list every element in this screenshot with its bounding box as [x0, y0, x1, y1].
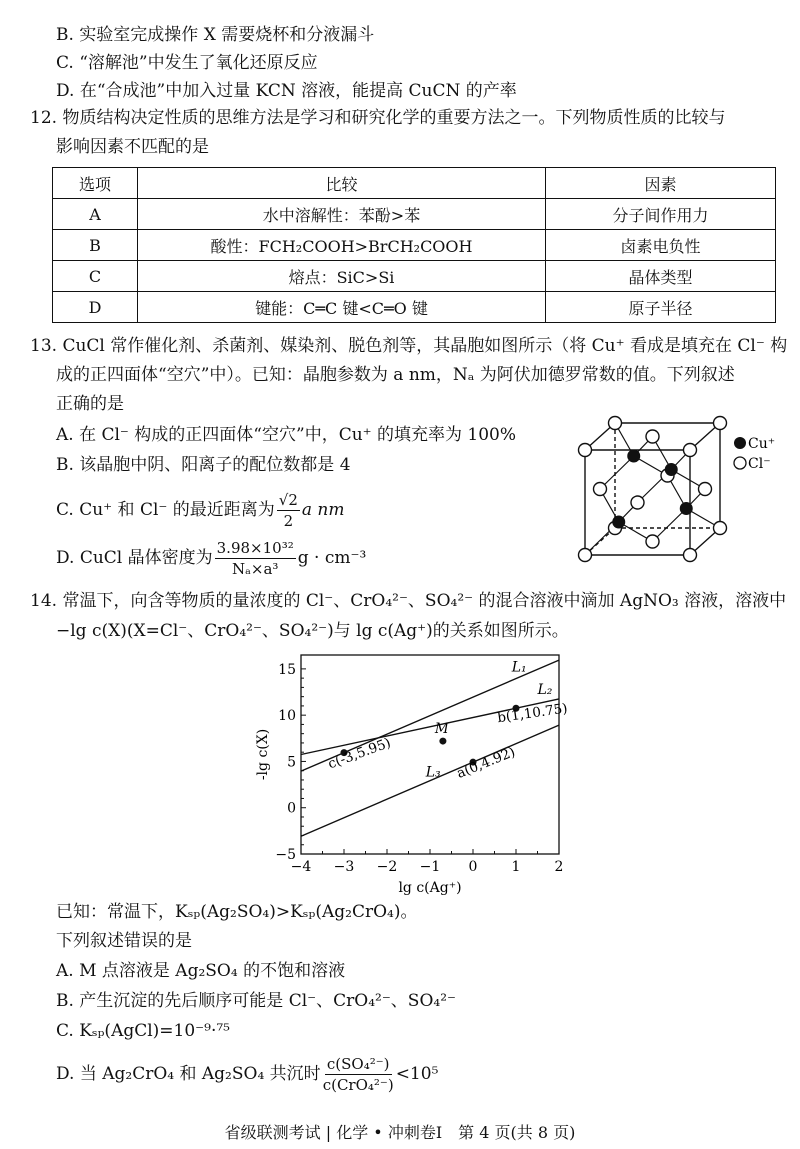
numerator: c(SO₄²⁻) [326, 1055, 390, 1073]
denominator: 2 [283, 512, 294, 530]
denominator: Nₐ×a³ [231, 560, 279, 578]
q14-option-d [56, 1052, 438, 1096]
cell-compare: 键能：C═C 键<C═O 键 [138, 292, 546, 323]
x-axis-label: lg c(Ag⁺) [398, 880, 462, 896]
cell-compare: 水中溶解性：苯酚>苯 [138, 199, 546, 230]
x-tick-label: 2 [554, 859, 564, 875]
legend-cl-icon [734, 457, 746, 469]
cl-ion [609, 417, 622, 430]
point-label-a: a(0,4.92) [454, 744, 518, 782]
cl-ion [684, 549, 697, 562]
cu-ion [665, 463, 678, 476]
q13-stem-cont2: 正确的是 [56, 394, 124, 414]
option-d-text: D. 当 Ag₂CrO₄ 和 Ag₂SO₄ 共沉时 [56, 1064, 321, 1084]
table-row [53, 261, 776, 292]
q14-option-c: C. Kₛₚ(AgCl)=10⁻⁹·⁷⁵ [56, 1021, 231, 1041]
header-option: 选项 [53, 168, 138, 199]
numerator: √2 [278, 491, 298, 509]
x-tick-label: 0 [468, 859, 478, 875]
q13-stem-cont: 成的正四面体“空穴”中）。已知：晶胞参数为 a nm，Nₐ 为阿伏加德罗常数的值。下列叙述 [56, 365, 735, 385]
cell-option: B [53, 230, 138, 261]
q13-option-d [56, 536, 366, 580]
cl-ion [594, 483, 607, 496]
q13-option-a: A. 在 Cl⁻ 构成的正四面体“空穴”中，Cu⁺ 的填充率为 100% [56, 425, 517, 445]
point-label-c: c(-3,5.95) [325, 734, 394, 773]
cell-compare: 熔点：SiC>Si [138, 261, 546, 292]
cl-ion [684, 444, 697, 457]
cl-ion [579, 549, 592, 562]
series-line-3 [301, 725, 559, 836]
page-footer: 省级联测考试 | 化学 • 冲刺卷Ⅰ 第 4 页(共 8 页) [224, 1123, 576, 1142]
cl-ion [714, 417, 727, 430]
legend-cl-label: Cl⁻ [748, 456, 771, 472]
q14-stem: 14. 常温下，向含等物质的量浓度的 Cl⁻、CrO₄²⁻、SO₄²⁻ 的混合溶液中滴加 AgNO₃ 溶液，溶液中 [30, 591, 787, 611]
q11-option-d: D. 在“合成池”中加入过量 KCN 溶液，能提高 CuCN 的产率 [56, 81, 517, 101]
option-c-text: C. Cu⁺ 和 Cl⁻ 的最近距离为 [56, 500, 275, 520]
cell-factor: 晶体类型 [546, 261, 776, 292]
x-tick-label: −4 [290, 859, 312, 875]
y-tick-label: 5 [287, 754, 296, 771]
legend-cu-label: Cu⁺ [748, 436, 776, 452]
q12-table [52, 167, 776, 323]
cell-compare: 酸性：FCH₂COOH>BrCH₂COOH [138, 230, 546, 261]
cell-option: A [53, 199, 138, 230]
point-label-b: b(1,10.75) [496, 700, 569, 727]
table-row [53, 199, 776, 230]
point-M [439, 738, 446, 745]
series-label: L₁ [511, 659, 527, 676]
q14-known: 已知：常温下，Kₛₚ(Ag₂SO₄)>Kₛₚ(Ag₂CrO₄)。 [56, 902, 418, 922]
table-header-row [53, 168, 776, 199]
x-tick-label: −3 [333, 859, 355, 875]
fraction [323, 1054, 394, 1095]
cu-ion [627, 450, 640, 463]
cl-ion [579, 444, 592, 457]
cell-factor: 分子间作用力 [546, 199, 776, 230]
crystal-cell-figure [560, 410, 800, 575]
option-c-unit: a nm [301, 500, 345, 520]
q13-option-c [56, 488, 345, 532]
x-tick-label: −1 [419, 859, 441, 875]
q11-option-b: B. 实验室完成操作 X 需要烧杯和分液漏斗 [56, 25, 375, 45]
y-tick-label: −5 [275, 847, 296, 863]
numerator: 3.98×10³² [216, 539, 294, 557]
y-tick-label: 0 [287, 800, 296, 817]
option-d-text: D. CuCl 晶体密度为 [56, 548, 213, 568]
series-label: L₃ [425, 764, 441, 781]
q11-option-c: C. “溶解池”中发生了氧化还原反应 [56, 53, 318, 73]
point-label-M: M [434, 721, 449, 738]
x-tick-label: 1 [511, 859, 521, 875]
q14-option-b: B. 产生沉淀的先后顺序可能是 Cl⁻、CrO₄²⁻、SO₄²⁻ [56, 991, 456, 1011]
cu-ion [612, 516, 625, 529]
header-compare: 比较 [138, 168, 546, 199]
y-axis-label: -lg c(X) [255, 728, 271, 781]
cell-factor: 原子半径 [546, 292, 776, 323]
cl-ion [699, 483, 712, 496]
q14-question: 下列叙述错误的是 [56, 931, 192, 951]
option-d-compare: <10⁵ [395, 1064, 439, 1084]
cl-ion [646, 430, 659, 443]
y-tick-label: 15 [278, 661, 296, 678]
fraction [215, 538, 296, 579]
cu-ion [680, 502, 693, 515]
header-factor: 因素 [546, 168, 776, 199]
q14-option-a: A. M 点溶液是 Ag₂SO₄ 的不饱和溶液 [56, 961, 346, 981]
q14-stem-cont: −lg c(X)(X=Cl⁻、CrO₄²⁻、SO₄²⁻)与 lg c(Ag⁺)的关系如图所示。 [56, 621, 569, 641]
cell-option: C [53, 261, 138, 292]
x-tick-label: −2 [376, 859, 398, 875]
cell-factor: 卤素电负性 [546, 230, 776, 261]
cell-option: D [53, 292, 138, 323]
q12-stem-cont: 影响因素不匹配的是 [56, 137, 209, 157]
cl-ion [646, 535, 659, 548]
cl-ion [631, 496, 644, 509]
table-row [53, 292, 776, 323]
q13-stem: 13. CuCl 常作催化剂、杀菌剂、媒染剂、脱色剂等，其晶胞如图所示（将 Cu⁺ 看成是填充在 Cl⁻ 构 [30, 336, 788, 356]
fraction [277, 490, 300, 531]
option-d-unit: g · cm⁻³ [297, 548, 367, 568]
y-tick-label: 10 [278, 708, 296, 725]
table-row [53, 230, 776, 261]
cl-ion [714, 522, 727, 535]
denominator: c(CrO₄²⁻) [322, 1076, 394, 1094]
q13-option-b: B. 该晶胞中阴、阳离子的配位数都是 4 [56, 455, 351, 475]
legend-cu-icon [734, 437, 746, 449]
solubility-chart [240, 645, 600, 900]
q12-stem: 12. 物质结构决定性质的思维方法是学习和研究化学的重要方法之一。下列物质性质的比较与 [30, 108, 726, 128]
series-label: L₂ [537, 681, 553, 698]
